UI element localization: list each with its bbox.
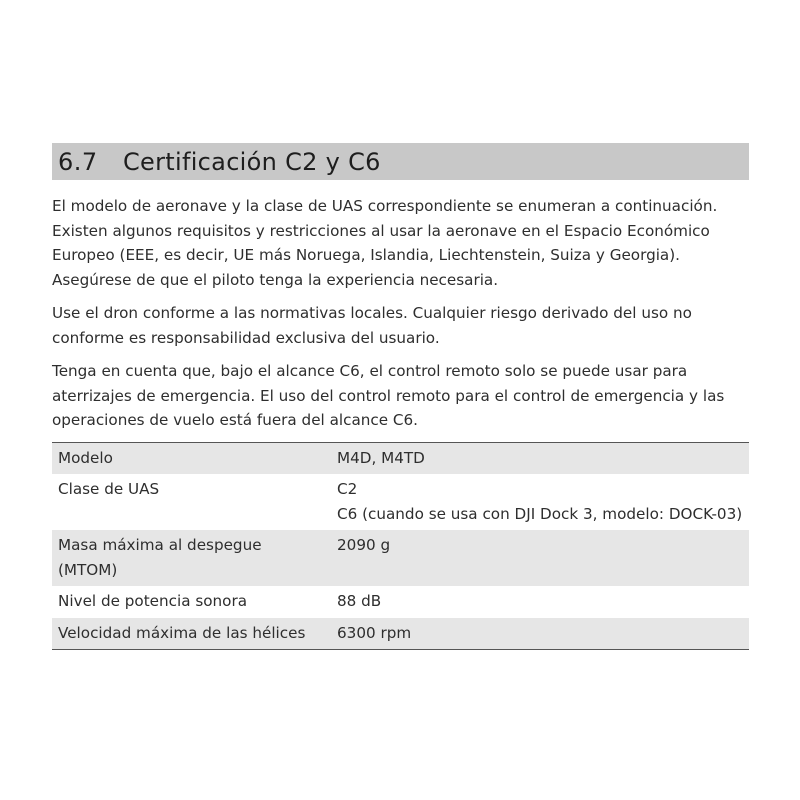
table-row [52,474,749,530]
table-key: Masa máxima al despegue (MTOM) [52,530,331,586]
paragraph-regulations: Use el dron conforme a las normativas locales. Cualquier riesgo derivado del uso no conforme es responsabilidad exclusiva del usuario. [52,304,692,347]
table-value-line: M4D, M4TD [337,448,425,467]
table-value-line: C6 (cuando se usa con DJI Dock 3, modelo: DOCK-03) [337,504,743,523]
section-header [52,143,749,180]
table-value [331,618,749,650]
table-row [52,442,749,474]
document-page [52,143,749,650]
spec-table [52,442,749,651]
table-value-line: 88 dB [337,592,382,610]
table-value [331,442,749,474]
table-value-line: 2090 g [337,536,391,554]
table-key: Modelo [52,442,331,474]
table-value-line: C2 [337,480,358,498]
table-row [52,586,749,618]
section-title: Certificación C2 y C6 [123,147,381,176]
paragraph-intro: El modelo de aeronave y la clase de UAS correspondiente se enumeran a continuación. Existen algunos requisitos y restricciones al usar la aeronave en el Espacio Económico Europeo (EEE, es decir, UE más Noruega, Islandia, Liechtenstein, Suiza y Georgia). Asegúrese de que el piloto tenga la experiencia necesaria. [52,197,718,289]
paragraph-c6-scope: Tenga en cuenta que, bajo el alcance C6, el control remoto solo se puede usar para aterrizajes de emergencia. El uso del control remoto para el control de emergencia y las operaciones de vuelo está fuera del alcance C6. [52,362,725,429]
table-key: Nivel de potencia sonora [58,592,248,610]
table-key: Clase de UAS [58,480,160,498]
table-value [331,474,749,530]
table-key: Velocidad máxima de las hélices [52,618,331,650]
table-row [52,618,749,650]
table-row [52,530,749,586]
table-value-line: 6300 rpm [337,623,412,642]
table-value [331,530,749,586]
table-value [331,586,749,618]
section-number: 6.7 [58,147,98,176]
